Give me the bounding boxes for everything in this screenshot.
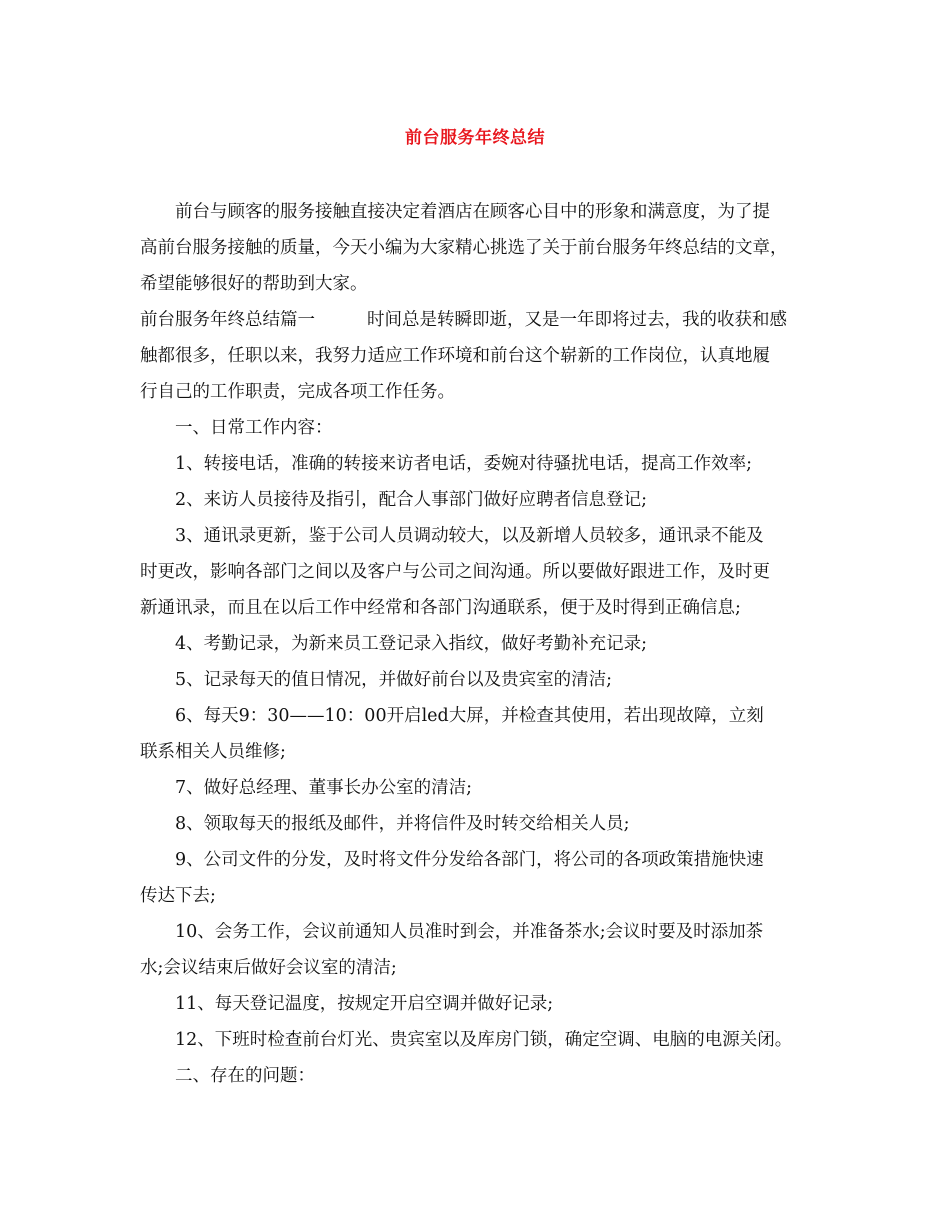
text-line [140,914,812,950]
text-line [140,842,812,878]
text-line [140,410,812,446]
text-line-content: 8、领取每天的报纸及邮件，并将信件及时转交给相关人员; [175,814,630,834]
text-line [140,878,812,914]
text-line-content: 6、每天9：30——10：00开启led大屏，并检查其使用，若出现故障，立刻 [175,706,764,726]
text-line-content: 希望能够很好的帮助到大家。 [140,274,368,294]
text-line-content: 2、来访人员接待及指引，配合人事部门做好应聘者信息登记; [175,490,648,510]
text-line [140,698,812,734]
text-line [140,662,812,698]
text-line [140,302,812,338]
text-line [140,986,812,1022]
text-line [140,374,812,410]
text-line [140,950,812,986]
text-line-content: 水;会议结束后做好会议室的清洁; [140,958,397,978]
text-line-content: 前台与顾客的服务接触直接决定着酒店在顾客心目中的形象和满意度，为了提 [175,202,770,222]
text-line-content: 高前台服务接触的质量，今天小编为大家精心挑选了关于前台服务年终总结的文章， [140,238,788,258]
document-title: 前台服务年终总结 [405,128,545,148]
text-line [140,806,812,842]
text-line-content: 7、做好总经理、董事长办公室的清洁; [175,778,473,798]
text-line-content: 传达下去; [140,886,216,906]
text-line-content: 11、每天登记温度，按规定开启空调并做好记录; [175,994,554,1014]
text-line-content: 触都很多，任职以来，我努力适应工作环境和前台这个崭新的工作岗位，认真地履 [140,346,770,366]
text-line [140,734,812,770]
text-line [140,338,812,374]
text-line-content: 时更改，影响各部门之间以及客户与公司之间沟通。所以要做好跟进工作，及时更 [140,562,770,582]
text-line [140,1058,812,1094]
text-line [140,446,812,482]
text-line-content: 3、通讯录更新，鉴于公司人员调动较大，以及新增人员较多，通讯录不能及 [175,526,764,546]
text-line [140,626,812,662]
text-line [140,770,812,806]
text-line [140,230,812,266]
text-line-content: 5、记录每天的值日情况，并做好前台以及贵宾室的清洁; [175,670,613,690]
text-line [140,554,812,590]
text-line-continuation: 时间总是转瞬即逝，又是一年即将过去，我的收获和感 [367,310,787,330]
text-line [140,590,812,626]
document-body [140,194,812,1094]
text-line [140,482,812,518]
text-line-content: 前台服务年终总结篇一 [140,310,315,330]
text-line-content: 二、存在的问题： [175,1066,315,1086]
text-line-content: 9、公司文件的分发，及时将文件分发给各部门，将公司的各项政策措施快速 [175,850,764,870]
text-line [140,518,812,554]
text-line-content: 行自己的工作职责，完成各项工作任务。 [140,382,455,402]
text-line [140,266,812,302]
text-line-content: 新通讯录，而且在以后工作中经常和各部门沟通联系，便于及时得到正确信息; [140,598,741,618]
text-line [140,1022,812,1058]
text-line-content: 10、会务工作，会议前通知人员准时到会，并准备茶水;会议时要及时添加茶 [175,922,764,942]
text-line-content: 4、考勤记录，为新来员工登记录入指纹，做好考勤补充记录; [175,634,648,654]
text-line [140,194,812,230]
text-line-content: 联系相关人员维修; [140,742,286,762]
text-line-content: 一、日常工作内容： [175,418,333,438]
text-line-content: 1、转接电话，准确的转接来访者电话，委婉对待骚扰电话，提高工作效率; [175,454,753,474]
text-line-content: 12、下班时检查前台灯光、贵宾室以及库房门锁，确定空调、电脑的电源关闭。 [175,1030,793,1050]
